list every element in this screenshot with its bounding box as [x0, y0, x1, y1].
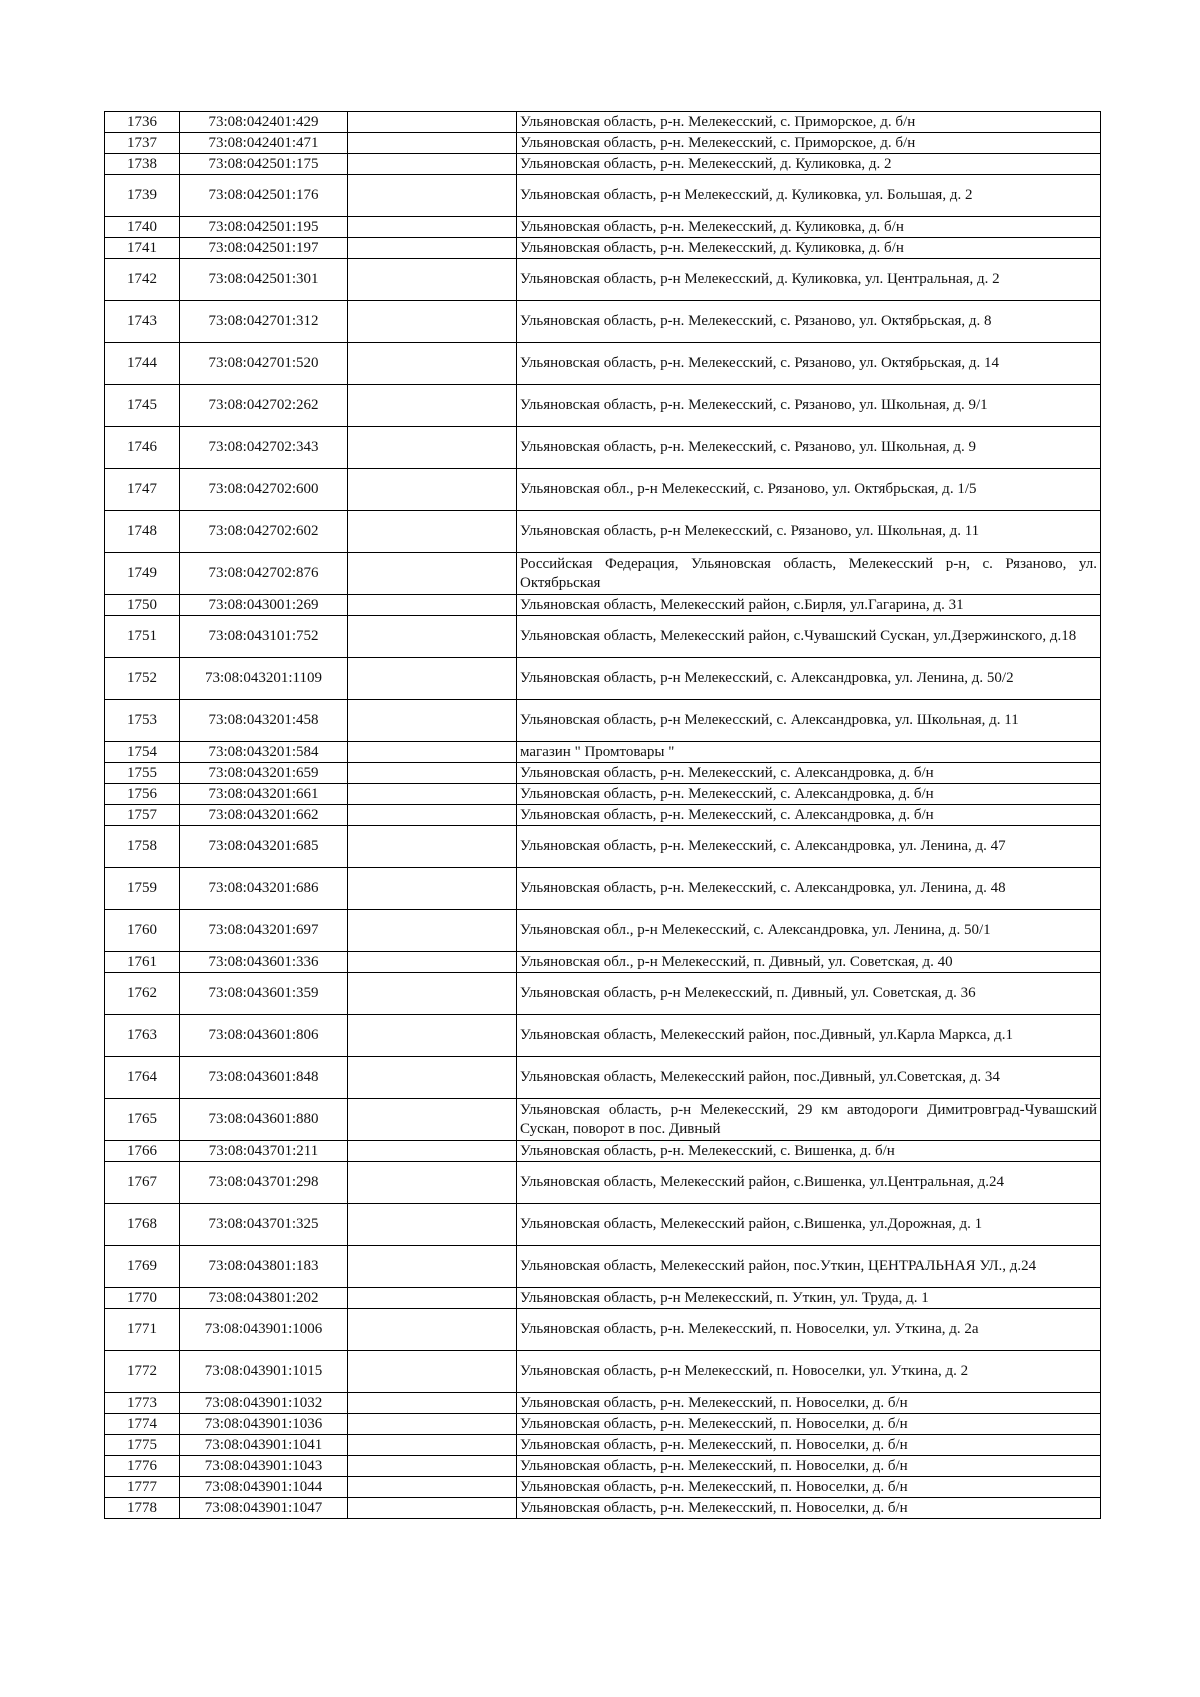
- cadastral-number-cell: 73:08:042702:343: [180, 427, 348, 469]
- table-row: [105, 784, 1101, 805]
- empty-cell: [348, 742, 517, 763]
- row-number-cell: 1773: [105, 1393, 180, 1414]
- table-row: [105, 616, 1101, 658]
- row-number-cell: 1750: [105, 595, 180, 616]
- row-number-cell: 1761: [105, 952, 180, 973]
- address-cell: Ульяновская область, р-н Мелекесский, с. Александровка, ул. Ленина, д. 50/2: [517, 658, 1101, 700]
- row-number-cell: 1748: [105, 511, 180, 553]
- empty-cell: [348, 658, 517, 700]
- empty-cell: [348, 301, 517, 343]
- address-cell: Ульяновская область, Мелекесский район, с.Вишенка, ул.Дорожная, д. 1: [517, 1204, 1101, 1246]
- cadastral-number-cell: 73:08:043901:1015: [180, 1351, 348, 1393]
- row-number-cell: 1769: [105, 1246, 180, 1288]
- table-row: [105, 1204, 1101, 1246]
- empty-cell: [348, 553, 517, 595]
- empty-cell: [348, 616, 517, 658]
- address-cell: Ульяновская обл., р-н Мелекесский, с. Рязаново, ул. Октябрьская, д. 1/5: [517, 469, 1101, 511]
- empty-cell: [348, 910, 517, 952]
- table-row: [105, 217, 1101, 238]
- table-row: [105, 343, 1101, 385]
- table-row: [105, 1414, 1101, 1435]
- row-number-cell: 1747: [105, 469, 180, 511]
- address-cell: Ульяновская область, р-н. Мелекесский, с. Рязаново, ул. Школьная, д. 9: [517, 427, 1101, 469]
- empty-cell: [348, 1141, 517, 1162]
- empty-cell: [348, 511, 517, 553]
- row-number-cell: 1776: [105, 1456, 180, 1477]
- row-number-cell: 1768: [105, 1204, 180, 1246]
- row-number-cell: 1762: [105, 973, 180, 1015]
- address-cell: Ульяновская область, р-н. Мелекесский, с. Александровка, ул. Ленина, д. 47: [517, 826, 1101, 868]
- cadastral-number-cell: 73:08:043601:848: [180, 1057, 348, 1099]
- row-number-cell: 1753: [105, 700, 180, 742]
- cadastral-number-cell: 73:08:043901:1047: [180, 1498, 348, 1519]
- address-cell: Ульяновская область, р-н. Мелекесский, п. Новоселки, д. б/н: [517, 1435, 1101, 1456]
- table-row: [105, 1288, 1101, 1309]
- address-cell: Ульяновская область, р-н. Мелекесский, с. Александровка, д. б/н: [517, 763, 1101, 784]
- table-row: [105, 385, 1101, 427]
- empty-cell: [348, 1435, 517, 1456]
- cadastral-number-cell: 73:08:042701:520: [180, 343, 348, 385]
- empty-cell: [348, 1015, 517, 1057]
- cadastral-number-cell: 73:08:042702:876: [180, 553, 348, 595]
- table-row: [105, 805, 1101, 826]
- empty-cell: [348, 763, 517, 784]
- empty-cell: [348, 1414, 517, 1435]
- table-row: [105, 763, 1101, 784]
- address-cell: Ульяновская область, р-н Мелекесский, с. Александровка, ул. Школьная, д. 11: [517, 700, 1101, 742]
- table-row: [105, 154, 1101, 175]
- property-registry-table: [104, 111, 1101, 1519]
- table-row: [105, 973, 1101, 1015]
- address-cell: Ульяновская область, р-н Мелекесский, с. Рязаново, ул. Школьная, д. 11: [517, 511, 1101, 553]
- table-row: [105, 112, 1101, 133]
- table-row: [105, 427, 1101, 469]
- cadastral-number-cell: 73:08:043001:269: [180, 595, 348, 616]
- empty-cell: [348, 1351, 517, 1393]
- row-number-cell: 1775: [105, 1435, 180, 1456]
- row-number-cell: 1756: [105, 784, 180, 805]
- table-row: [105, 952, 1101, 973]
- table-row: [105, 133, 1101, 154]
- cadastral-number-cell: 73:08:042401:471: [180, 133, 348, 154]
- row-number-cell: 1745: [105, 385, 180, 427]
- table-row: [105, 1015, 1101, 1057]
- address-cell: Ульяновская область, р-н. Мелекесский, с. Александровка, ул. Ленина, д. 48: [517, 868, 1101, 910]
- empty-cell: [348, 1477, 517, 1498]
- cadastral-number-cell: 73:08:043201:1109: [180, 658, 348, 700]
- table-row: [105, 1099, 1101, 1141]
- cadastral-number-cell: 73:08:042501:176: [180, 175, 348, 217]
- address-cell: Российская Федерация, Ульяновская область, Мелекесский р-н, с. Рязаново, ул. Октябрьская: [517, 553, 1101, 595]
- table-row: [105, 700, 1101, 742]
- row-number-cell: 1770: [105, 1288, 180, 1309]
- cadastral-number-cell: 73:08:042702:262: [180, 385, 348, 427]
- row-number-cell: 1746: [105, 427, 180, 469]
- address-cell: Ульяновская область, Мелекесский район, с.Бирля, ул.Гагарина, д. 31: [517, 595, 1101, 616]
- cadastral-number-cell: 73:08:042701:312: [180, 301, 348, 343]
- address-cell: Ульяновская область, р-н. Мелекесский, п. Новоселки, д. б/н: [517, 1393, 1101, 1414]
- cadastral-number-cell: 73:08:042702:600: [180, 469, 348, 511]
- row-number-cell: 1751: [105, 616, 180, 658]
- table-row: [105, 1351, 1101, 1393]
- empty-cell: [348, 427, 517, 469]
- address-cell: Ульяновская область, р-н. Мелекесский, с. Александровка, д. б/н: [517, 784, 1101, 805]
- empty-cell: [348, 154, 517, 175]
- empty-cell: [348, 1456, 517, 1477]
- empty-cell: [348, 238, 517, 259]
- cadastral-number-cell: 73:08:043901:1043: [180, 1456, 348, 1477]
- row-number-cell: 1737: [105, 133, 180, 154]
- cadastral-number-cell: 73:08:042702:602: [180, 511, 348, 553]
- empty-cell: [348, 385, 517, 427]
- row-number-cell: 1736: [105, 112, 180, 133]
- table-row: [105, 301, 1101, 343]
- row-number-cell: 1771: [105, 1309, 180, 1351]
- cadastral-number-cell: 73:08:043201:659: [180, 763, 348, 784]
- row-number-cell: 1739: [105, 175, 180, 217]
- empty-cell: [348, 826, 517, 868]
- address-cell: Ульяновская область, р-н. Мелекесский, с. Рязаново, ул. Школьная, д. 9/1: [517, 385, 1101, 427]
- cadastral-number-cell: 73:08:043201:662: [180, 805, 348, 826]
- cadastral-number-cell: 73:08:043701:325: [180, 1204, 348, 1246]
- row-number-cell: 1766: [105, 1141, 180, 1162]
- row-number-cell: 1764: [105, 1057, 180, 1099]
- row-number-cell: 1765: [105, 1099, 180, 1141]
- address-cell: Ульяновская область, р-н. Мелекесский, д. Куликовка, д. 2: [517, 154, 1101, 175]
- row-number-cell: 1741: [105, 238, 180, 259]
- empty-cell: [348, 1288, 517, 1309]
- cadastral-number-cell: 73:08:043201:661: [180, 784, 348, 805]
- address-cell: Ульяновская область, р-н Мелекесский, д. Куликовка, ул. Центральная, д. 2: [517, 259, 1101, 301]
- cadastral-number-cell: 73:08:043201:458: [180, 700, 348, 742]
- address-cell: Ульяновская обл., р-н Мелекесский, с. Александровка, ул. Ленина, д. 50/1: [517, 910, 1101, 952]
- empty-cell: [348, 469, 517, 511]
- empty-cell: [348, 133, 517, 154]
- row-number-cell: 1767: [105, 1162, 180, 1204]
- table-row: [105, 259, 1101, 301]
- cadastral-number-cell: 73:08:043601:806: [180, 1015, 348, 1057]
- table-row: [105, 238, 1101, 259]
- empty-cell: [348, 1393, 517, 1414]
- empty-cell: [348, 1162, 517, 1204]
- cadastral-number-cell: 73:08:043601:359: [180, 973, 348, 1015]
- address-cell: Ульяновская область, Мелекесский район, пос.Дивный, ул.Карла Маркса, д.1: [517, 1015, 1101, 1057]
- address-cell: Ульяновская область, р-н. Мелекесский, п. Новоселки, д. б/н: [517, 1477, 1101, 1498]
- row-number-cell: 1777: [105, 1477, 180, 1498]
- address-cell: Ульяновская область, р-н Мелекесский, п. Новоселки, ул. Уткина, д. 2: [517, 1351, 1101, 1393]
- table-row: [105, 742, 1101, 763]
- address-cell: Ульяновская область, р-н. Мелекесский, с. Рязаново, ул. Октябрьская, д. 14: [517, 343, 1101, 385]
- table-row: [105, 175, 1101, 217]
- row-number-cell: 1760: [105, 910, 180, 952]
- cadastral-number-cell: 73:08:043701:211: [180, 1141, 348, 1162]
- address-cell: Ульяновская область, Мелекесский район, пос.Дивный, ул.Советская, д. 34: [517, 1057, 1101, 1099]
- table-row: [105, 1477, 1101, 1498]
- table-row: [105, 595, 1101, 616]
- row-number-cell: 1742: [105, 259, 180, 301]
- row-number-cell: 1778: [105, 1498, 180, 1519]
- row-number-cell: 1754: [105, 742, 180, 763]
- row-number-cell: 1763: [105, 1015, 180, 1057]
- row-number-cell: 1759: [105, 868, 180, 910]
- table-row: [105, 1057, 1101, 1099]
- row-number-cell: 1755: [105, 763, 180, 784]
- table-row: [105, 511, 1101, 553]
- address-cell: Ульяновская область, р-н. Мелекесский, с. Приморское, д. б/н: [517, 133, 1101, 154]
- address-cell: Ульяновская область, р-н. Мелекесский, д. Куликовка, д. б/н: [517, 217, 1101, 238]
- cadastral-number-cell: 73:08:043201:584: [180, 742, 348, 763]
- address-cell: Ульяновская область, р-н Мелекесский, д. Куликовка, ул. Большая, д. 2: [517, 175, 1101, 217]
- address-cell: Ульяновская область, Мелекесский район, с.Вишенка, ул.Центральная, д.24: [517, 1162, 1101, 1204]
- table-row: [105, 826, 1101, 868]
- cadastral-number-cell: 73:08:043201:686: [180, 868, 348, 910]
- address-cell: Ульяновская область, р-н. Мелекесский, п. Новоселки, д. б/н: [517, 1414, 1101, 1435]
- row-number-cell: 1749: [105, 553, 180, 595]
- cadastral-number-cell: 73:08:043601:336: [180, 952, 348, 973]
- row-number-cell: 1740: [105, 217, 180, 238]
- cadastral-number-cell: 73:08:043701:298: [180, 1162, 348, 1204]
- table-row: [105, 1456, 1101, 1477]
- address-cell: Ульяновская область, р-н. Мелекесский, д. Куликовка, д. б/н: [517, 238, 1101, 259]
- cadastral-number-cell: 73:08:042501:175: [180, 154, 348, 175]
- empty-cell: [348, 1099, 517, 1141]
- empty-cell: [348, 259, 517, 301]
- address-cell: Ульяновская область, р-н. Мелекесский, с. Приморское, д. б/н: [517, 112, 1101, 133]
- cadastral-number-cell: 73:08:043901:1036: [180, 1414, 348, 1435]
- address-cell: Ульяновская область, р-н. Мелекесский, п. Новоселки, д. б/н: [517, 1456, 1101, 1477]
- table-row: [105, 469, 1101, 511]
- row-number-cell: 1738: [105, 154, 180, 175]
- row-number-cell: 1743: [105, 301, 180, 343]
- address-cell: Ульяновская область, р-н Мелекесский, п. Дивный, ул. Советская, д. 36: [517, 973, 1101, 1015]
- empty-cell: [348, 343, 517, 385]
- registry-table-body: [105, 112, 1101, 1519]
- empty-cell: [348, 1498, 517, 1519]
- cadastral-number-cell: 73:08:043201:697: [180, 910, 348, 952]
- table-row: [105, 553, 1101, 595]
- cadastral-number-cell: 73:08:043801:183: [180, 1246, 348, 1288]
- address-cell: Ульяновская область, р-н. Мелекесский, с. Александровка, д. б/н: [517, 805, 1101, 826]
- empty-cell: [348, 973, 517, 1015]
- table-row: [105, 1435, 1101, 1456]
- empty-cell: [348, 217, 517, 238]
- empty-cell: [348, 175, 517, 217]
- row-number-cell: 1744: [105, 343, 180, 385]
- address-cell: Ульяновская область, Мелекесский район, пос.Уткин, ЦЕНТРАЛЬНАЯ УЛ., д.24: [517, 1246, 1101, 1288]
- table-row: [105, 1162, 1101, 1204]
- cadastral-number-cell: 73:08:042401:429: [180, 112, 348, 133]
- row-number-cell: 1752: [105, 658, 180, 700]
- empty-cell: [348, 112, 517, 133]
- cadastral-number-cell: 73:08:043901:1041: [180, 1435, 348, 1456]
- table-row: [105, 1246, 1101, 1288]
- cadastral-number-cell: 73:08:042501:301: [180, 259, 348, 301]
- address-cell: Ульяновская область, р-н. Мелекесский, с. Рязаново, ул. Октябрьская, д. 8: [517, 301, 1101, 343]
- table-row: [105, 658, 1101, 700]
- table-row: [105, 1309, 1101, 1351]
- empty-cell: [348, 1204, 517, 1246]
- empty-cell: [348, 868, 517, 910]
- cadastral-number-cell: 73:08:043601:880: [180, 1099, 348, 1141]
- cadastral-number-cell: 73:08:042501:195: [180, 217, 348, 238]
- cadastral-number-cell: 73:08:043801:202: [180, 1288, 348, 1309]
- table-row: [105, 1141, 1101, 1162]
- cadastral-number-cell: 73:08:043901:1032: [180, 1393, 348, 1414]
- cadastral-number-cell: 73:08:043901:1006: [180, 1309, 348, 1351]
- address-cell: Ульяновская область, р-н. Мелекесский, п. Новоселки, д. б/н: [517, 1498, 1101, 1519]
- empty-cell: [348, 784, 517, 805]
- cadastral-number-cell: 73:08:043201:685: [180, 826, 348, 868]
- table-row: [105, 910, 1101, 952]
- address-cell: Ульяновская область, р-н. Мелекесский, п. Новоселки, ул. Уткина, д. 2а: [517, 1309, 1101, 1351]
- table-row: [105, 1393, 1101, 1414]
- empty-cell: [348, 952, 517, 973]
- empty-cell: [348, 1057, 517, 1099]
- address-cell: Ульяновская обл., р-н Мелекесский, п. Дивный, ул. Советская, д. 40: [517, 952, 1101, 973]
- address-cell: Ульяновская область, р-н Мелекесский, п. Уткин, ул. Труда, д. 1: [517, 1288, 1101, 1309]
- cadastral-number-cell: 73:08:042501:197: [180, 238, 348, 259]
- empty-cell: [348, 700, 517, 742]
- empty-cell: [348, 1246, 517, 1288]
- row-number-cell: 1757: [105, 805, 180, 826]
- address-cell: магазин " Промтовары ": [517, 742, 1101, 763]
- cadastral-number-cell: 73:08:043901:1044: [180, 1477, 348, 1498]
- row-number-cell: 1774: [105, 1414, 180, 1435]
- address-cell: Ульяновская область, р-н. Мелекесский, с. Вишенка, д. б/н: [517, 1141, 1101, 1162]
- table-row: [105, 1498, 1101, 1519]
- cadastral-number-cell: 73:08:043101:752: [180, 616, 348, 658]
- address-cell: Ульяновская область, Мелекесский район, с.Чувашский Сускан, ул.Дзержинского, д.18: [517, 616, 1101, 658]
- address-cell: Ульяновская область, р-н Мелекесский, 29 км автодороги Димитровград-Чувашский Сускан, поворот в пос. Дивный: [517, 1099, 1101, 1141]
- empty-cell: [348, 1309, 517, 1351]
- row-number-cell: 1772: [105, 1351, 180, 1393]
- empty-cell: [348, 595, 517, 616]
- row-number-cell: 1758: [105, 826, 180, 868]
- empty-cell: [348, 805, 517, 826]
- table-row: [105, 868, 1101, 910]
